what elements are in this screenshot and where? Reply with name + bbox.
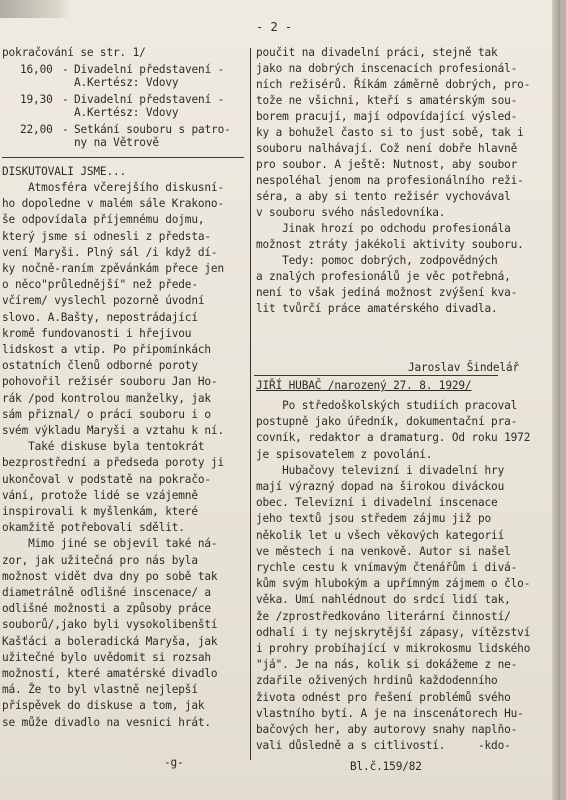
text-line: se může divadlo na vesnici hrát. [2,715,211,729]
program-dash: - [62,93,69,106]
text-line: Kašťáci a boleradická Maryša, jak [2,634,218,648]
text-line: Mimo jiné se objevil také ná- [2,537,218,551]
text-line: ve městech i na venkově. Autor si našel [256,544,511,558]
text-line: má. Že to byl vlastně nejlepší [2,683,198,697]
text-line: jeho textů jsou středem zájmu již po [256,512,492,526]
program-time: 19,30 [20,93,53,106]
text-line: zdařile oživených hrdinů každodenního [256,674,498,688]
program-dash: - [62,123,69,136]
text-line: ky nočně-raním zpěvánkám přece jen [2,262,224,275]
text-line: še odpovídala příjemnému dojmu, [2,213,205,227]
program-time: 22,00 [20,123,53,136]
text-line: zor, jak užitečná pro nás byla [2,553,198,567]
text-line: možnost vidět dva dny po sobě tak [2,569,218,583]
program-time: 16,00 [20,63,53,76]
text-line: možnost ztráty jakékoli aktivity souboru. [256,238,524,251]
text-line: jako na dobrých inscenacích profesionál- [256,62,518,75]
text-line: života odnést pro řešení problémů svého [256,690,511,704]
text-line: okamžitě potřebovali sdělit. [2,521,185,535]
text-line: ních režisérů. Říkám záměrně dobrých, pro- [256,78,531,91]
text-line: příspěvek do diskuse a tom, jak [2,699,205,713]
text-line: ostatních členů odborné poroty [2,359,198,373]
text-line: není to však jediná možnost zvýšení kva- [256,286,518,299]
page-number: - 2 - [256,20,293,34]
text-line: lidskost a vtip. Po připomínkách [2,343,211,356]
section-title: DISKUTOVALI JSME... [2,165,127,178]
text-line: svém výkladu Maryši a vztahu k ní. [2,424,224,437]
text-line: diametrálně odlišné inscenace/ a [2,586,211,599]
text-line: Po středoškolských studiích pracoval [256,399,518,412]
bio-heading: JIŘÍ HUBAČ /narozený 27. 8. 1929/ [256,379,472,392]
text-line: včírem/ vyslechl pozorně úvodní [2,294,205,308]
section-divider [2,157,244,158]
text-line: Hubačovy televizní i divadelní hry [256,463,505,477]
text-line: souboru nalhávají. Což není dobře hlavně [256,142,518,155]
text-line: slovo. A.Bašty, nepostrádající [2,310,198,324]
program-item: A.Kertész: Vdovy [74,106,179,119]
text-line: séra, a aby si tento režisér vychovával [256,190,511,203]
program-item: ny na Větrově [74,136,159,149]
text-line: nespoléhal jenom na profesionálního reži- [256,174,524,187]
text-line: je spisovatelem z povolání. [256,447,433,461]
text-line: ukončoval v podstatě na pokračo- [2,472,211,486]
text-line: covník, redaktor a dramaturg. Od roku 1972 [256,431,531,445]
text-line: bačových her, aby autorovy snahy naplňo- [256,723,518,736]
text-line: možností, které amatérské divadlo [2,667,218,680]
text-line: sám přiznal/ o práci souboru i o [2,407,211,421]
edge-shadow [552,0,560,800]
text-line: Také diskuse byla tentokrát [2,440,205,454]
program-dash: - [62,63,69,76]
text-line: odlišné možnosti a způsoby práce [2,602,211,616]
text-line: který jsme si odnesli z předsta- [2,229,211,243]
text-line: kromě fundovanosti i hřejivou [2,326,192,340]
text-line: "já". Je na nás, kolik si dokážeme z ne- [256,658,518,672]
program-item: A.Kertész: Vdovy [74,76,179,89]
text-line: že /zprostředkováno literární činností/ [256,609,511,623]
program-item: Divadelní představení - [74,93,225,106]
text-line: věka. Umí nahlédnout do srdcí lidí tak, [256,593,511,607]
corner-shadow [0,0,70,18]
text-line: poučit na divadelní práci, stejně tak [256,46,498,59]
text-line: souborů/,jako byli vysokolibenští [2,618,218,632]
text-line: i prohry probíhající v mikrokosmu lidského [256,642,531,655]
text-line: borem pracují, mají odpovídající výsled- [256,110,518,123]
text-line: ho dopoledne v malém sále Krakono- [2,197,224,211]
author-name: Jaroslav Šindelář [408,361,519,374]
text-line: vání, protože lidé se vzájemně [2,488,198,502]
text-line: bezprostřední a předseda poroty ji [2,456,224,470]
footer-reference: Bl.č.159/82 [350,760,422,773]
text-line: Atmosféra včerejšího diskusní- [2,181,224,194]
text-line: odhalí i ty nejskrytější zápasy, vítězství [256,625,531,639]
text-line: vení Maryši. Plný sál /i když dí- [2,245,218,259]
text-line: mají výrazný dopad na širokou diváckou [256,480,505,493]
text-line: lit tvůrčí práce amatérského divadla. [256,302,498,315]
text-line: o něco"průlednější" než přede- [2,278,198,292]
text-line: ky a bohužel často si to just sobě, tak i [256,126,524,139]
text-line: pohovořil režisér souboru Jan Ho- [2,375,218,389]
text-line: vali důsledně a s citlivostí. -kdo- [256,739,511,753]
program-item: Setkání souboru s patro- [74,123,231,136]
section-divider [254,375,498,376]
column-separator [250,48,251,760]
text-line: a znalých profesionálů je věc potřebná, [256,270,511,283]
text-line: obec. Televizní i divadelní inscenace [256,496,498,510]
text-line: tože ne všichni, kteří s amatérským sou- [256,94,518,107]
text-line: inspirovali k myšlenkám, které [2,505,198,518]
text-line: Tedy: pomoc dobrých, zodpovědných [256,254,498,267]
text-line: kům svým hlubokým a upřímným zájmem o člo- [256,577,531,591]
text-line: vlastního bytí. A je na inscenátorech Hu- [256,706,524,720]
text-line: v souboru svého následovníka. [256,206,446,219]
text-line: rychle cestu k vnímavým čtenářům i divá- [256,561,518,574]
text-line: pro soubor. A ještě: Nutnost, aby soubor [256,158,518,171]
text-line: několik let u všech věkových kategorií [256,528,505,542]
text-line: postupně jako úředník, dokumentační pra- [256,415,518,429]
text-line: užitečné bylo uvědomit si rozsah [2,650,211,664]
program-item: Divadelní představení - [74,63,225,76]
text-line: rák /pod kontrolou manželky, jak [2,391,211,405]
program-heading: pokračování se str. 1/ [2,46,146,59]
text-line: Jinak hrozí po odchodu profesionála [256,222,511,235]
signature: -g- [164,756,184,769]
